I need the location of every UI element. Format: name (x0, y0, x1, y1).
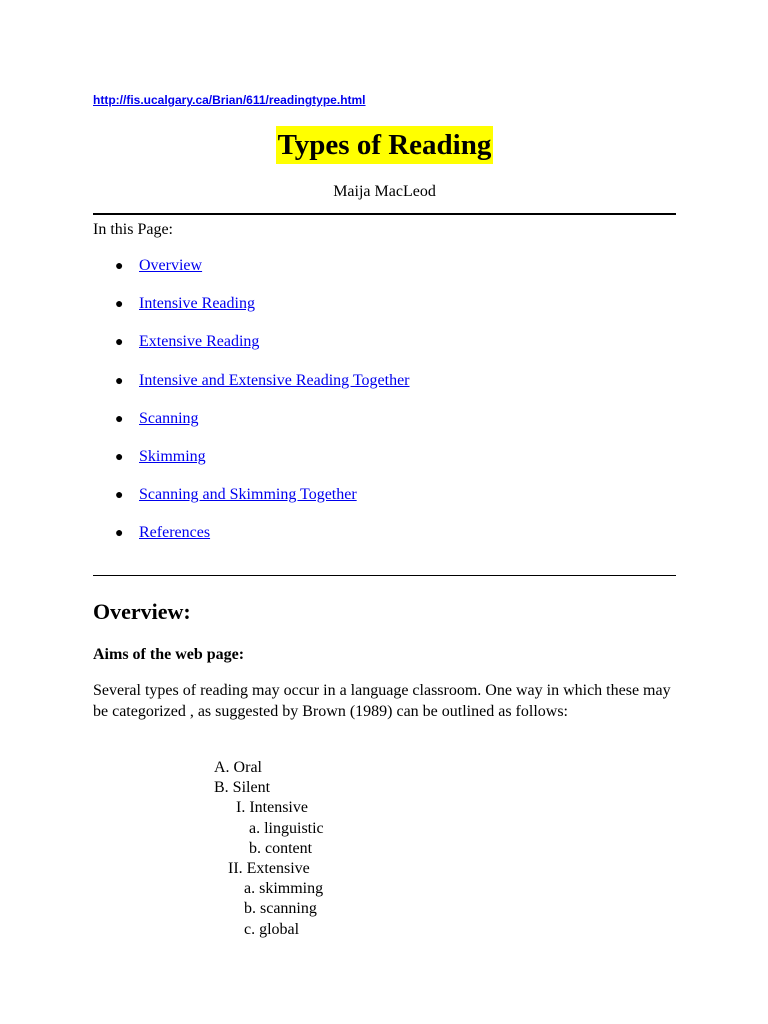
outline-item-linguistic: a. linguistic (249, 819, 324, 837)
toc-link-scanning[interactable]: Scanning (139, 409, 199, 427)
outline-item-silent: B. Silent (214, 779, 271, 797)
bullet-icon: ● (115, 259, 124, 274)
aims-subheading: Aims of the web page: (93, 646, 245, 663)
bullet-icon: ● (115, 526, 124, 542)
title-container (93, 126, 676, 164)
bullet-icon: ● (115, 449, 124, 465)
toc-link-intensive-reading[interactable]: Intensive Reading (139, 295, 255, 313)
horizontal-rule-bottom (93, 575, 676, 576)
outline-item-content: b. content (249, 839, 313, 857)
outline-item-global: c. global (244, 920, 300, 938)
bullet-icon: ● (115, 373, 124, 389)
overview-paragraph: Several types of reading may occur in a language classroom. One way in which these may be categorized , as suggested by Brown (1989) can be outlined as follows: (93, 682, 671, 720)
page-title: Types of Reading (276, 126, 494, 164)
bullet-icon: ● (115, 297, 124, 313)
overview-heading: Overview: (93, 599, 191, 624)
source-url-link[interactable]: http://fis.ucalgary.ca/Brian/611/readingtype.html (93, 93, 366, 107)
outline-item-scanning: b. scanning (244, 900, 317, 918)
toc-link-skimming[interactable]: Skimming (139, 447, 206, 465)
author-name: Maija MacLeod (333, 183, 436, 200)
outline-item-intensive: I. Intensive (236, 799, 308, 817)
outline-item-extensive: II. Extensive (228, 860, 310, 877)
outline-item-skimming: a. skimming (244, 880, 324, 898)
bullet-icon: ● (115, 411, 124, 427)
horizontal-rule-top (93, 213, 676, 215)
reading-types-outline (93, 758, 493, 948)
toc-link-references[interactable]: References (139, 524, 211, 542)
toc-label: In this Page: (93, 221, 173, 238)
toc-link-intensive-extensive-together[interactable]: Intensive and Extensive Reading Together (139, 371, 410, 389)
bullet-icon: ● (115, 488, 124, 504)
toc-link-extensive-reading[interactable]: Extensive Reading (139, 333, 260, 351)
outline-item-oral: A. Oral (214, 759, 262, 776)
bullet-icon: ● (115, 335, 124, 351)
document-page (93, 0, 676, 1024)
toc-link-overview[interactable]: Overview (139, 257, 203, 274)
toc-link-scanning-skimming-together[interactable]: Scanning and Skimming Together (139, 486, 357, 504)
